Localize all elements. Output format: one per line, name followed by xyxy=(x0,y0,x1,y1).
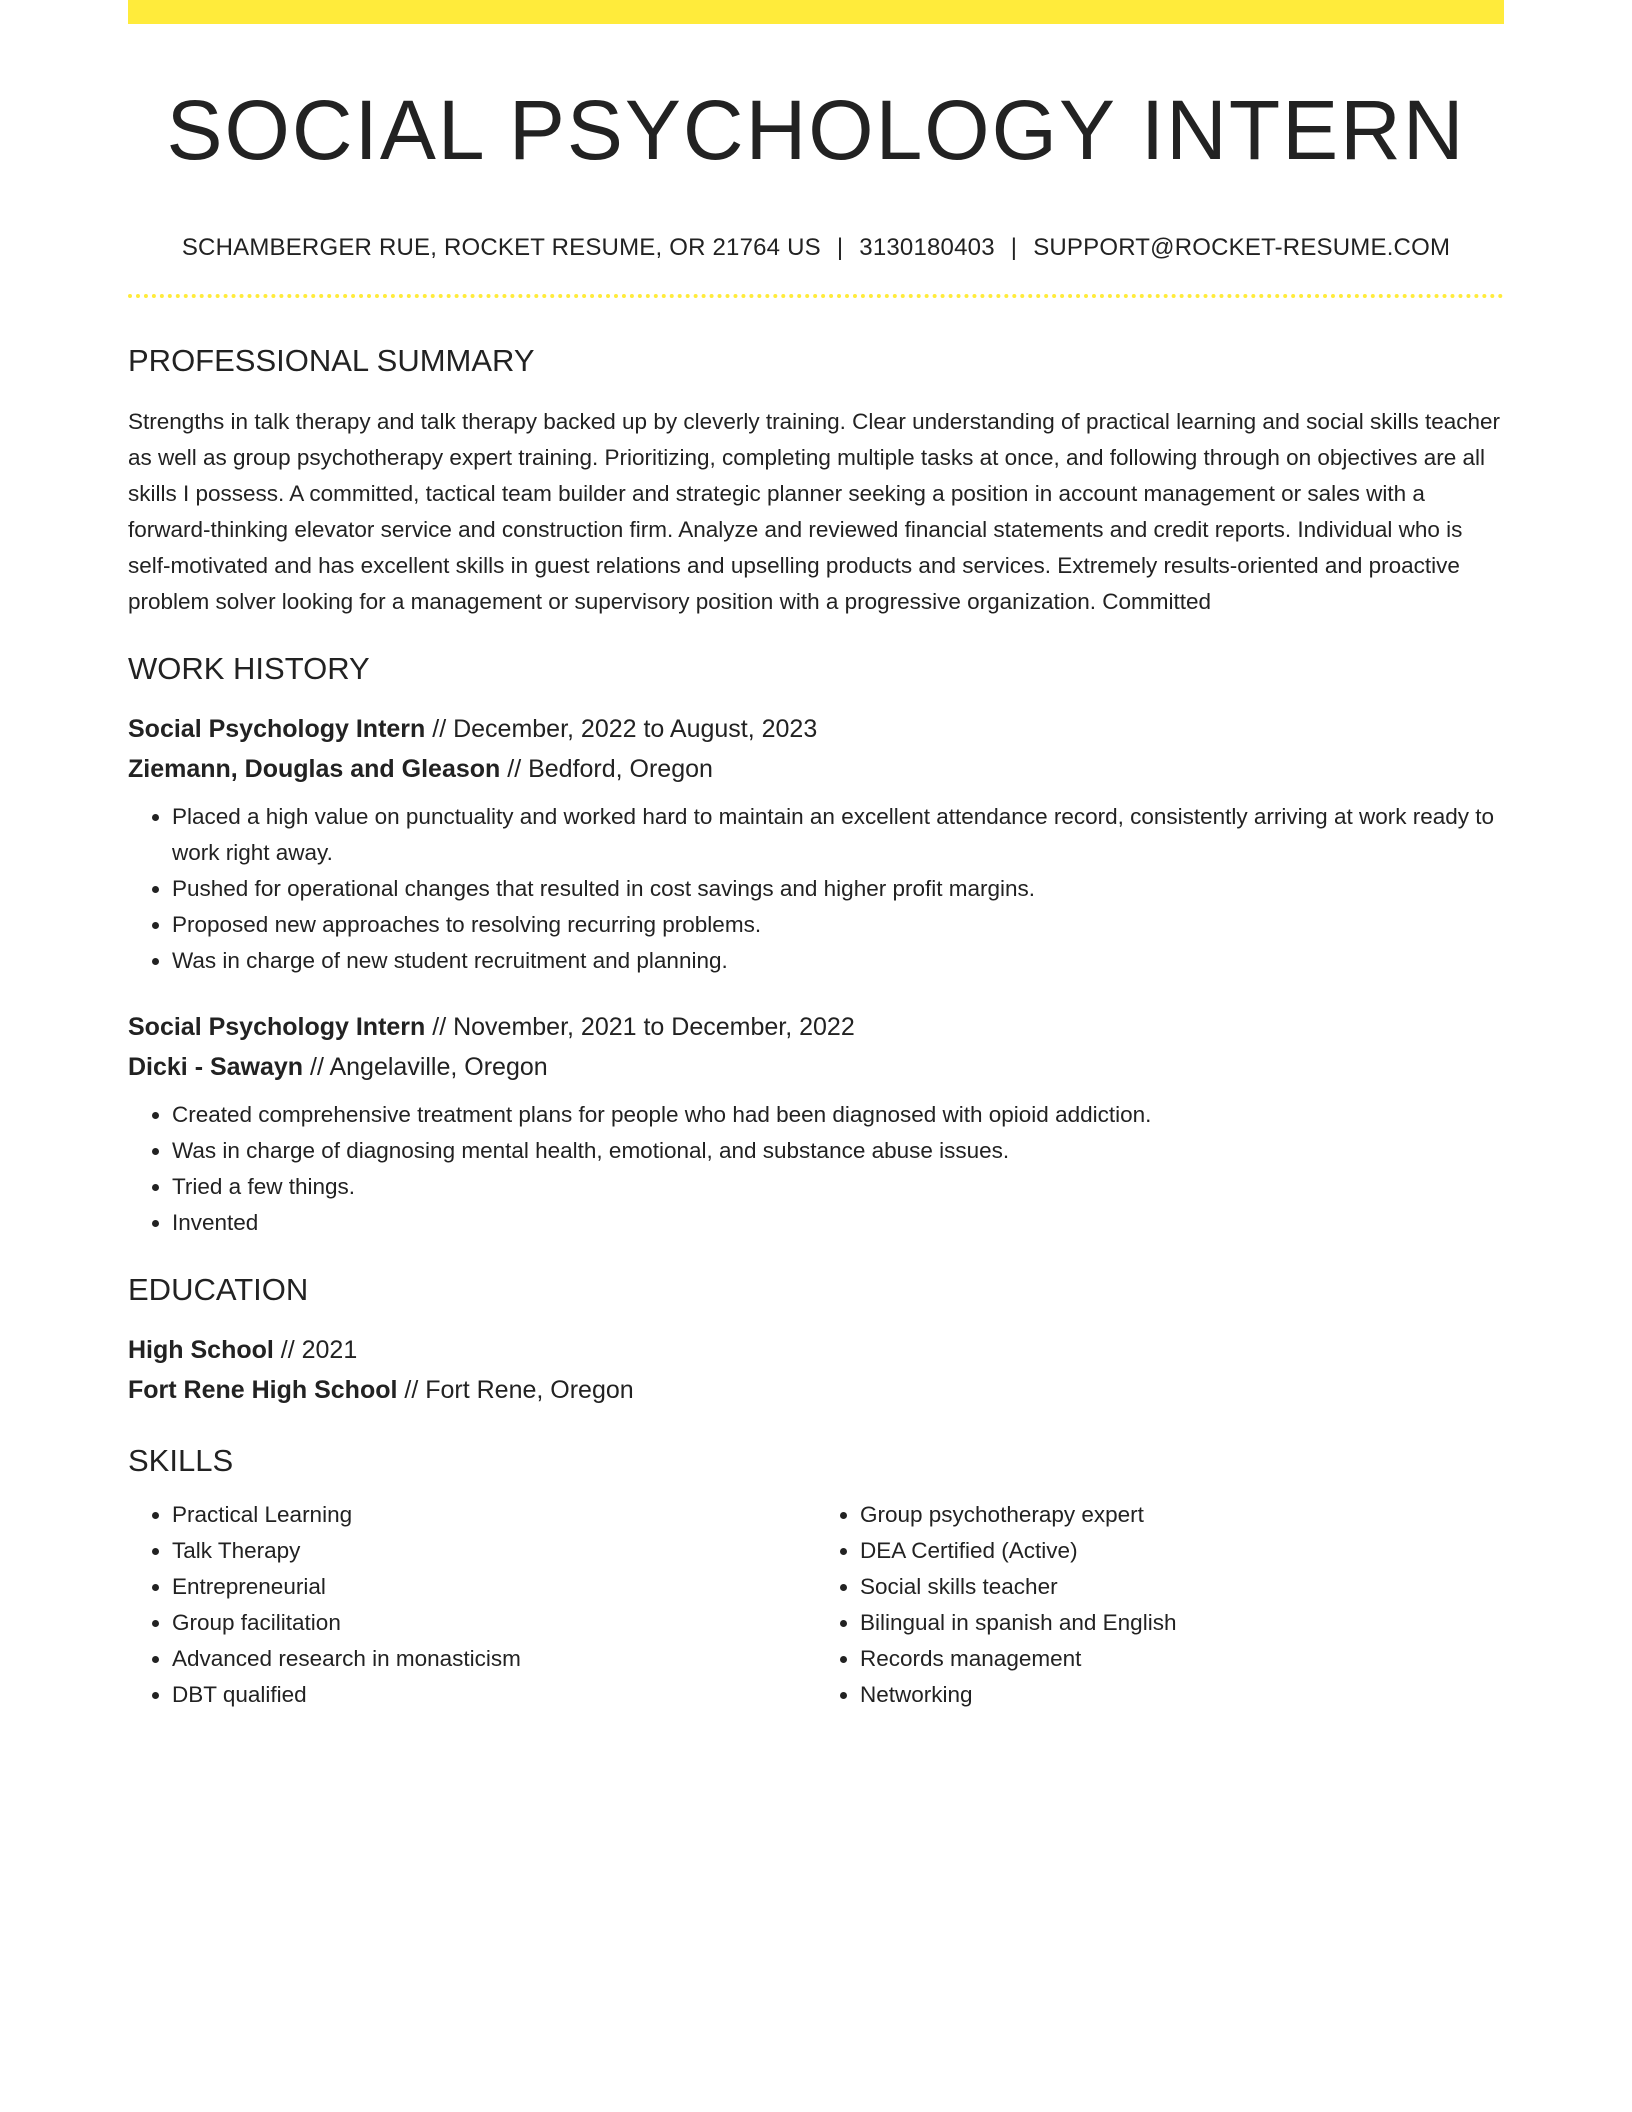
school-name: Fort Rene High School xyxy=(128,1375,398,1404)
skill-item: • Social skills teacher xyxy=(860,1569,1504,1605)
job-duties-list xyxy=(128,799,1504,979)
education-heading: EDUCATION xyxy=(128,1271,309,1307)
job-duties-list xyxy=(128,1097,1504,1241)
job-dates: // November, 2021 to December, 2022 xyxy=(425,1012,855,1041)
school-location: // Fort Rene, Oregon xyxy=(397,1375,634,1404)
skill-item: • Bilingual in spanish and English xyxy=(860,1605,1504,1641)
phone-text: 3130180403 xyxy=(859,234,995,262)
skills-list-left xyxy=(128,1497,816,1713)
education-entry xyxy=(128,1330,1504,1410)
skills-list-right xyxy=(816,1497,1504,1713)
company-name: Ziemann, Douglas and Gleason xyxy=(128,754,501,783)
list-item: • Was in charge of new student recruitment and planning. xyxy=(172,943,1504,979)
job-location: // Angelaville, Oregon xyxy=(303,1052,548,1081)
summary-heading: PROFESSIONAL SUMMARY xyxy=(128,343,535,379)
job-title: Social Psychology Intern xyxy=(128,1012,426,1041)
degree-name: High School xyxy=(128,1335,274,1364)
list-item: • Tried a few things. xyxy=(172,1169,1504,1205)
company-name: Dicki - Sawayn xyxy=(128,1052,304,1081)
school-line xyxy=(128,1370,1504,1410)
skill-item: • Talk Therapy xyxy=(172,1533,816,1569)
skills-columns xyxy=(128,1497,1504,1713)
graduation-year: // 2021 xyxy=(273,1335,358,1364)
list-item: • Pushed for operational changes that resulted in cost savings and higher profit margins. xyxy=(172,871,1504,907)
skill-item: • Group psychotherapy expert xyxy=(860,1497,1504,1533)
list-item: • Placed a high value on punctuality and worked hard to maintain an excellent attendance record, consistently arriving at work ready to work right away. xyxy=(172,799,1504,871)
accent-top-bar xyxy=(128,0,1504,24)
job-company-line xyxy=(128,1047,1504,1087)
skill-item: • Networking xyxy=(860,1677,1504,1713)
dotted-divider xyxy=(128,294,1504,298)
work-history-heading: WORK HISTORY xyxy=(128,650,370,686)
job-dates: // December, 2022 to August, 2023 xyxy=(425,714,818,743)
list-item: • Was in charge of diagnosing mental health, emotional, and substance abuse issues. xyxy=(172,1133,1504,1169)
skill-item: • Practical Learning xyxy=(172,1497,816,1533)
contact-line xyxy=(128,234,1504,262)
list-item: • Proposed new approaches to resolving recurring problems. xyxy=(172,907,1504,943)
job-company-line xyxy=(128,749,1504,789)
job-title: Social Psychology Intern xyxy=(128,714,426,743)
degree-line xyxy=(128,1330,1504,1370)
skill-item: • DEA Certified (Active) xyxy=(860,1533,1504,1569)
skill-item: • Records management xyxy=(860,1641,1504,1677)
contact-separator: | xyxy=(836,234,844,262)
job-title-line xyxy=(128,1007,1504,1047)
skills-heading: SKILLS xyxy=(128,1442,234,1478)
list-item: • Created comprehensive treatment plans for people who had been diagnosed with opioid addiction. xyxy=(172,1097,1504,1133)
list-item: • Invented xyxy=(172,1205,1504,1241)
skill-item: • Advanced research in monasticism xyxy=(172,1641,816,1677)
candidate-name: SOCIAL PSYCHOLOGY INTERN xyxy=(166,83,1466,177)
resume-page xyxy=(128,0,1504,1713)
email-link[interactable]: SUPPORT@ROCKET-RESUME.COM xyxy=(1033,234,1451,262)
skill-item: • DBT qualified xyxy=(172,1677,816,1713)
address-text: SCHAMBERGER RUE, ROCKET RESUME, OR 21764 US xyxy=(181,234,821,262)
job-location: // Bedford, Oregon xyxy=(500,754,713,783)
job-entry xyxy=(128,1007,1504,1241)
job-title-line xyxy=(128,709,1504,749)
contact-separator: | xyxy=(1010,234,1018,262)
job-entry xyxy=(128,709,1504,979)
summary-text: Strengths in talk therapy and talk therapy backed up by cleverly training. Clear understanding of practical learning and social skills teacher as well as group psychotherapy expert training. Prioritizing, completing multiple tasks at once, and following through on objectives are all skills I possess. A committed, tactical team builder and strategic planner seeking a position in account management or sales with a forward-thinking elevator service and construction firm. Analyze and reviewed financial statements and credit reports. Individual who is self-motivated and has excellent skills in guest relations and upselling products and services. Extremely results-oriented and proactive problem solver looking for a management or supervisory position with a progressive organization. Committed xyxy=(128,408,1501,614)
skill-item: • Group facilitation xyxy=(172,1605,816,1641)
skill-item: • Entrepreneurial xyxy=(172,1569,816,1605)
